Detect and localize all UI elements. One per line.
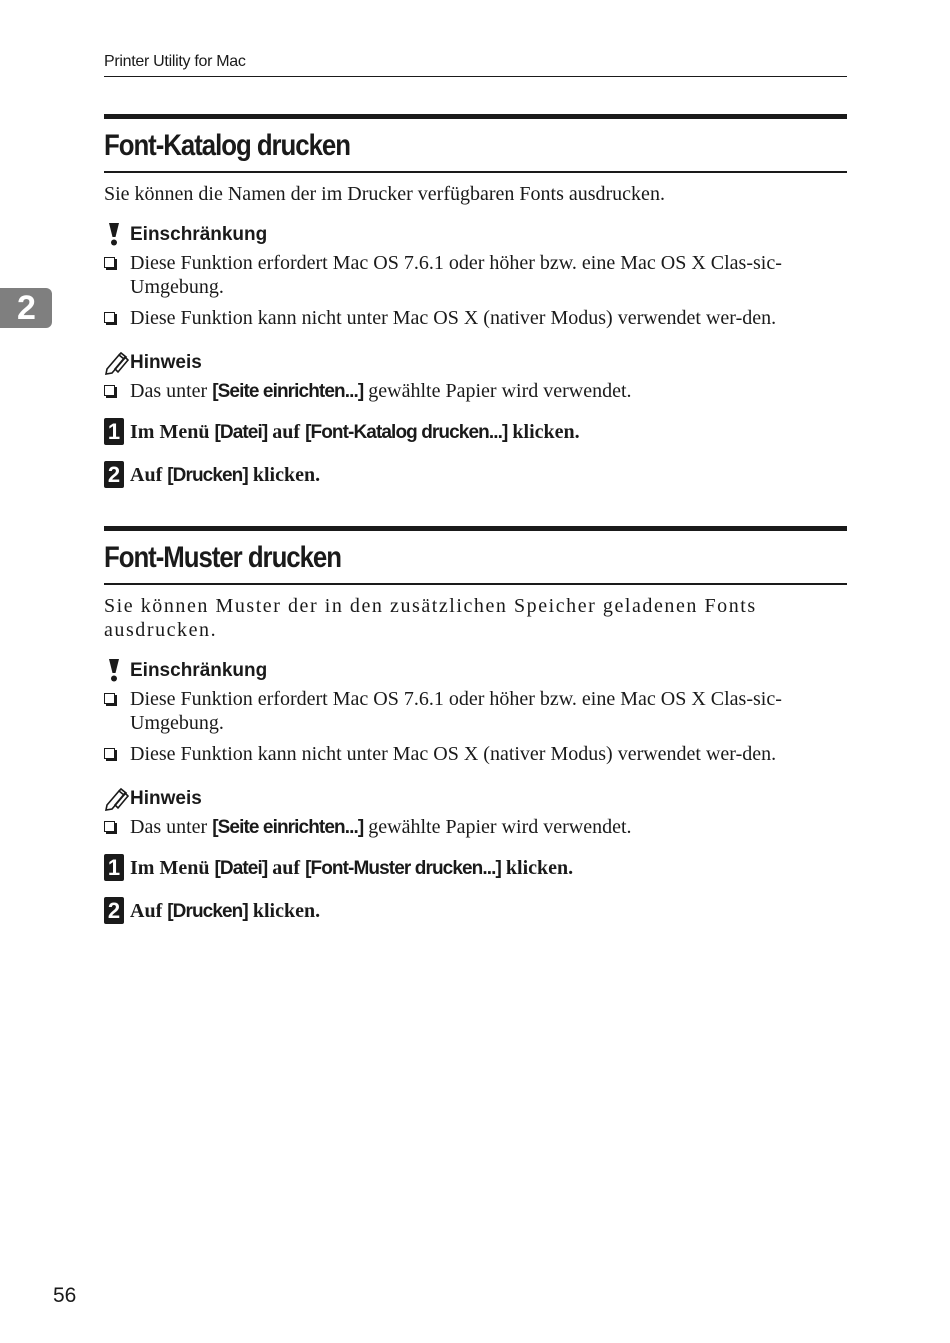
ui-reference: [Font-Muster drucken...] [305,858,501,879]
pencil-icon [104,350,130,376]
restriction-label: Einschränkung [130,660,268,681]
step-text: auf [267,421,306,443]
note-text: Das unter [130,816,213,838]
restriction-item [104,251,847,299]
restriction-item [104,742,847,766]
heading-rule [104,526,847,531]
checkbox-bullet-icon [104,821,115,832]
checkbox-bullet-icon [104,693,115,704]
restriction-text: Diese Funktion erfordert Mac OS 7.6.1 oder höher bzw. eine Mac OS X Clas-sic-Umgebung. [130,688,782,734]
exclamation-icon [104,222,130,248]
section-intro: Sie können Muster der in den zusätzlichen Speicher geladenen Fonts ausdrucken. [104,595,757,641]
page-number: 56 [53,1284,77,1307]
note-label: Hinweis [130,788,202,809]
note-item [104,379,847,404]
ui-reference: [Drucken] [167,901,248,922]
restriction-heading [104,658,847,684]
note-text: gewählte Papier wird verwendet. [363,380,632,402]
heading-rule [104,114,847,119]
step-number-icon: 2 [104,461,124,488]
section-title: Font-Muster drucken [104,541,341,574]
restriction-heading [104,222,847,248]
step-number-icon: 1 [104,418,124,445]
note-text: Das unter [130,380,213,402]
checkbox-bullet-icon [104,748,115,759]
note-text: gewählte Papier wird verwendet. [363,816,632,838]
step-text: auf [267,857,306,879]
header-rule [104,76,847,77]
restriction-text: Diese Funktion erfordert Mac OS 7.6.1 oder höher bzw. eine Mac OS X Clas-sic-Umgebung. [130,252,782,298]
step-text: klicken. [247,900,321,922]
restriction-label: Einschränkung [130,224,268,245]
step-item [104,461,847,490]
note-heading [104,786,847,812]
running-header: Printer Utility for Mac [104,53,246,70]
heading-underline [104,583,847,585]
ui-reference: [Datei] [214,858,268,879]
step-item [104,418,847,447]
heading-underline [104,171,847,173]
step-number-icon: 2 [104,897,124,924]
step-text: Im Menü [130,857,215,879]
step-text: klicken. [247,464,321,486]
step-text: klicken. [507,421,580,443]
step-text: klicken. [500,857,574,879]
step-number-icon: 1 [104,854,124,881]
ui-reference: [Seite einrichten...] [212,817,364,838]
checkbox-bullet-icon [104,312,115,323]
step-item [104,854,847,883]
ui-reference: [Datei] [214,422,268,443]
restriction-item [104,687,847,735]
step-item [104,897,847,926]
step-text: Im Menü [130,421,215,443]
pencil-icon [104,786,130,812]
section-intro: Sie können die Namen der im Drucker verfügbaren Fonts ausdrucken. [104,183,665,205]
checkbox-bullet-icon [104,385,115,396]
step-text: Auf [130,900,168,922]
note-heading [104,350,847,376]
restriction-item [104,306,847,330]
section-font-katalog [104,114,847,490]
restriction-text: Diese Funktion kann nicht unter Mac OS X (nativer Modus) verwendet wer-den. [130,743,777,765]
ui-reference: [Drucken] [167,465,248,486]
note-label: Hinweis [130,352,202,373]
restriction-text: Diese Funktion kann nicht unter Mac OS X (nativer Modus) verwendet wer-den. [130,307,777,329]
checkbox-bullet-icon [104,257,115,268]
chapter-tab: 2 [0,288,52,328]
section-title: Font-Katalog drucken [104,129,350,162]
note-item [104,815,847,840]
ui-reference: [Font-Katalog drucken...] [305,422,508,443]
ui-reference: [Seite einrichten...] [212,381,364,402]
section-font-muster [104,526,847,926]
step-text: Auf [130,464,168,486]
exclamation-icon [104,658,130,684]
